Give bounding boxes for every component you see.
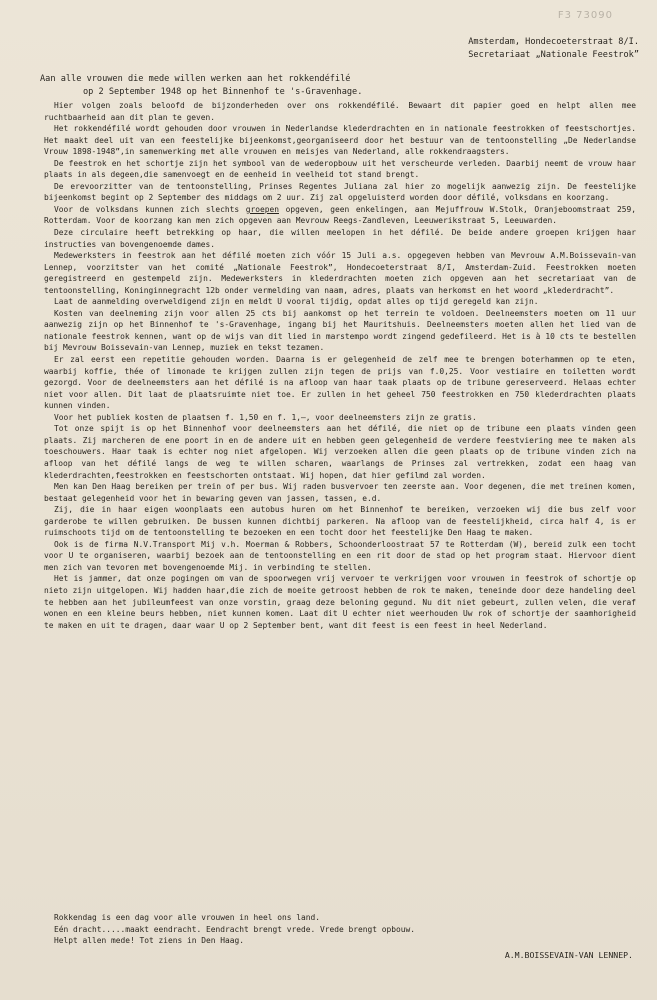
heading-line-2: op 2 September 1948 op het Binnenhof te 's-Gravenhage. (83, 87, 363, 97)
closing-line-1: Rokkendag is een dag voor alle vrouwen in heel ons land. (54, 913, 321, 922)
paragraph-railways: Het is jammer, dat onze pogingen om van de spoorwegen vrij vervoer te verkrijgen voor vrouwen in feestrok of schortje op nieto zijn uitgelopen. Wij hadden haar,die zich de moeite getroost hebben de rok te maken, teneinde door deze handeling deel te hebben aan het jubileumfeest van onze vorstin, graag deze beloning gegund. Nu dit niet gebeurt, zullen velen, die veraf wonen en een kleine beurs hebben, niet kunnen komen. Laat dit U echter niet weerhouden Uw rok of schortje der saamhorigheid te maken en uit te dragen, daar waar U op 2 September bent, want dit feest is een feest in heel Nederland. (44, 574, 636, 630)
paragraph-intro: Hier volgen zoals beloofd de bijzonderheden over ons rokkendéfilé. Bewaart dit papier goed en helpt allen mee ruchtbaarheid aan dit plan te geven. (44, 101, 636, 122)
paragraph-registration: Medewerksters in feestrok aan het défilé moeten zich vóór 15 Juli a.s. opgegeven hebben van Mevrouw A.M.Boissevain-van Lennep, voorzitster van het comité „Nationale Feestrok”, Hondecoeterstraat 8/I, Amsterdam-Zuid. Feestrokken moeten geregistreerd en gestempeld zijn. Medewerksters in klederdrachten moeten zich opgeven aan het secretariaat van de tentoonstelling, Koninginnegracht 12b onder vermelding van naam, adres, plaats van herkomst en het woord „klederdracht”. (44, 251, 636, 295)
closing-lines (54, 912, 415, 947)
p5-text-before: Voor de volksdans kunnen zich slechts (54, 204, 246, 214)
closing-line-2: Eén dracht.....maakt eendracht. Eendracht brengt vrede. Vrede brengt opbouw. (54, 924, 416, 934)
paragraph-transport-company: Ook is de firma N.V.Transport Mij v.h. Moerman & Robbers, Schoonderloostraat 57 te Rotterdam (W), bereid zulk een tocht voor U te organiseren, waarbij bezoek aan de tentoonstelling en een rit door de stad op het program staat. Hiervoor dient men zich van tevoren met bovengenoemde Mij. in verbinding te stellen. (44, 539, 636, 572)
paragraph-bus-hire: Zij, die in haar eigen woonplaats een autobus huren om het Binnenhof te bereiken, verzoeken wij die bus zelf voor garderobe te willen gebruiken. De bussen kunnen dichtbij parkeren. Na afloop van de feestelijkheid, circa half 4, is er ruimschoots tijd om de tentoonstelling te bezoeken en een tocht door het feestelijke Den Haag te maken. (44, 505, 636, 538)
paragraph-ticket-prices: Voor het publiek kosten de plaatsen f. 1,50 en f. 1,—, voor deelneemsters zijn ze gratis. (54, 412, 477, 422)
paragraph-circular-scope: Deze circulaire heeft betrekking op haar, die willen meelopen in het défilé. De beide andere groepen krijgen haar instructies van bovengenoemde dames. (44, 228, 636, 249)
sender-address (468, 36, 639, 62)
paragraph-defile: Het rokkendéfilé wordt gehouden door vrouwen in Nederlandse klederdrachten en in nationale feestrokken of feestschortjes. Het maakt deel uit van een feestelijke bijeenkomst,georganiseerd door het bestuur van de tentoonstelling „De Nederlandse Vrouw 1898-1948”,in samenwerking met alle vrouwen en meisjes van Nederland, alle rokkendraagsters. (44, 124, 636, 157)
p5-text-underlined: groepen (245, 204, 279, 214)
address-line-city: Amsterdam, Hondecoeterstraat 8/I. (468, 37, 639, 47)
address-line-secretariat: Secretariaat „Nationale Feestrok” (468, 50, 639, 60)
paragraph-register-early: Laat de aanmelding overweldigend zijn en meldt U vooral tijdig, opdat alles op tijd geregeld kan zijn. (54, 297, 539, 307)
p5-text-after: opgeven, geen enkelingen, aan Mejuffrouw W.Stolk, Oranjeboomstraat 259, Rotterdam. Voor de koorzang kan men zich opgeven aan Mevrouw Reegs-Zandleven, Leeuwerikstraat 5, Leeuwarden. (44, 204, 636, 226)
signature: A.M.BOISSEVAIN-VAN LENNEP. (504, 950, 633, 960)
paragraph-binnenhof: Tot onze spijt is op het Binnenhof voor deelneemsters aan het défilé, die niet op de tribune een plaats vinden geen plaats. Zij marcheren de ene poort in en de andere uit en hebben geen gelegenheid de verdere feestviering mee te maken als toeschouwers. Haar taak is echter nog niet afgelopen. Wij verzoeken allen die geen plaats op de tribune vinden zich na afloop van het défilé langs de weg te willen scharen, waarlangs de Prinses zal vertrekken, zodat een haag van klederdrachten,feestrokken en feestschorten ontstaat. Wij hopen, dat hier gefilmd zal worden. (44, 424, 636, 480)
paragraph-travel: Men kan Den Haag bereiken per trein of per bus. Wij raden busvervoer ten zeerste aan. Voor degenen, die met treinen komen, bestaat gelegenheid voor het in bewaring geven van jassen, tassen, e.d. (44, 482, 636, 503)
paragraph-folkdance (44, 204, 636, 227)
paragraph-symbol: De feestrok en het schortje zijn het symbool van de wederopbouw uit het verscheurde verleden. Daarbij neemt de vrouw haar plaats in als degeen,die samenvoegt en de eenheid in veelheid tot stand brengt. (44, 158, 636, 180)
paragraph-costs: Kosten van deelneming zijn voor allen 25 cts bij aankomst op het terrein te voldoen. Deelneemsters moeten om 11 uur aanwezig zijn op het Binnenhof te 's-Gravenhage, ingang bij het Mauritshuis. Deelneemsters moeten allen het lied van de nationale feestrok kennen, want op de wijs van dit lied in marstempo wordt zingend gedefileerd. Het is à 10 cts te bestellen bij Mevrouw Boissevain-van Lennep, muziek en tekst tezamen. (44, 308, 636, 353)
letter-body (44, 100, 636, 631)
letter-heading (40, 73, 630, 99)
closing-line-3: Helpt allen mede! Tot ziens in Den Haag. (54, 936, 245, 946)
paragraph-honorary-chair: De erevoorzitter van de tentoonstelling, Prinses Regentes Juliana zal hier zo mogelijk aanwezig zijn. De feestelijke bijeenkomst begint op 2 September des middags om 2 uur. Zij zal opgeluisterd worden door défilé, volksdans en koorzang. (44, 181, 636, 203)
paragraph-rehearsal: Er zal eerst een repetitie gehouden worden. Daarna is er gelegenheid de zelf mee te brengen boterhammen op te eten, waarbij koffie, thée of limonade te krijgen zullen zijn tegen de prijs van f.0,25. Voor vestiaire en toiletten wordt gezorgd. Voor de deelneemsters aan het défilé is na afloop van haar taak plaats op de tribune gereserveerd. Helaas echter niet voor allen. Dit laat de plaatsruimte niet toe. Er zullen in het geheel 750 feestrokken en 750 klederdrachten plaats kunnen vinden. (44, 355, 636, 411)
archive-stamp: F3 73090 (557, 10, 613, 21)
heading-line-1: Aan alle vrouwen die mede willen werken aan het rokkendéfilé (40, 74, 351, 84)
